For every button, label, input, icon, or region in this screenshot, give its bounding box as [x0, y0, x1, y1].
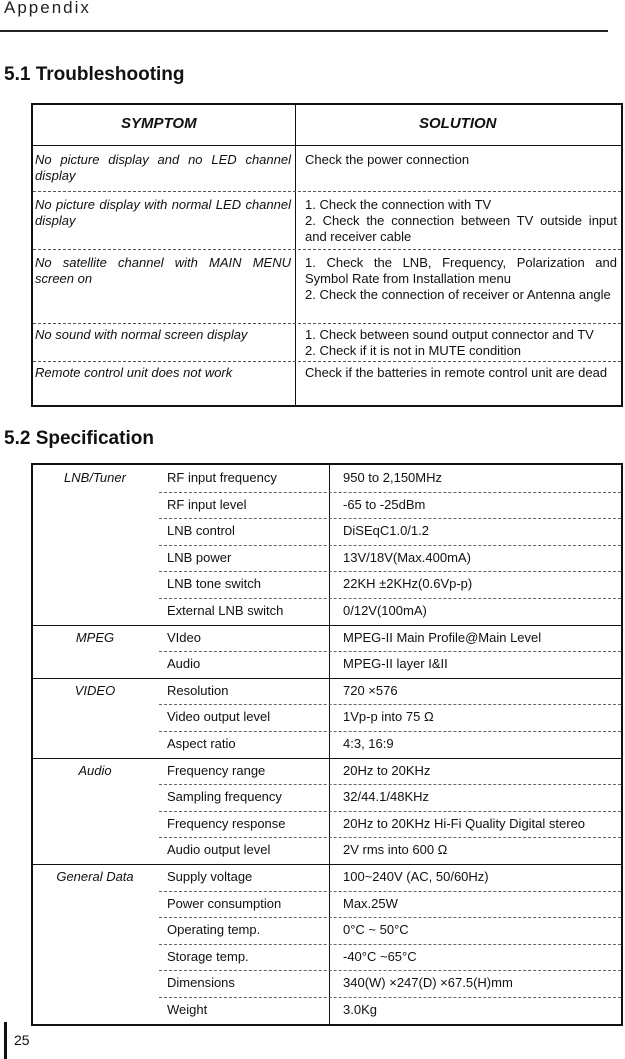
- spec-item-name: Frequency response: [167, 815, 286, 831]
- group-divider: [33, 864, 621, 865]
- spec-category: MPEG: [75, 629, 115, 645]
- group-divider: [33, 758, 621, 759]
- spec-item-value: 100~240V (AC, 50/60Hz): [343, 869, 489, 884]
- spec-item-value: DiSEqC1.0/1.2: [343, 523, 429, 539]
- table-row: [33, 323, 621, 362]
- solution-column-header: SOLUTION: [419, 115, 497, 132]
- header-title: Appendix: [4, 0, 91, 17]
- group-divider: [33, 625, 621, 626]
- row-divider: [159, 837, 621, 838]
- spec-item-value: 20Hz to 20KHz Hi-Fi Quality Digital stereo: [343, 815, 586, 831]
- row-divider: [159, 492, 621, 493]
- row-divider: [159, 944, 621, 945]
- row-divider: [159, 997, 621, 998]
- spec-item-value: 950 to 2,150MHz: [343, 470, 443, 485]
- footer-bar: [4, 1022, 7, 1059]
- spec-item-value: Max.25W: [343, 895, 398, 911]
- symptom-cell: No picture display and no LED channel display: [35, 152, 291, 183]
- spec-item-name: Power consumption: [167, 895, 282, 911]
- specification-table: [31, 463, 623, 1026]
- spec-item-name: VIdeo: [167, 629, 201, 645]
- spec-item-name: LNB tone switch: [167, 576, 261, 592]
- spec-category: LNB/Tuner: [64, 470, 126, 485]
- spec-item-value: 0/12V(100mA): [343, 603, 427, 618]
- row-divider: [159, 518, 621, 519]
- spec-item-name: Audio: [167, 656, 201, 672]
- spec-item-value: 3.0Kg: [343, 1002, 377, 1017]
- spec-item-name: Dimensions: [167, 975, 235, 991]
- spec-item-value: 340(W) ×247(D) ×67.5(H)mm: [343, 975, 513, 991]
- spec-item-value: -65 to -25dBm: [343, 496, 426, 512]
- spec-item-value: 20Hz to 20KHz: [343, 762, 431, 778]
- symptom-column-header: SYMPTOM: [121, 115, 197, 132]
- spec-item-name: Audio output level: [167, 842, 271, 858]
- spec-item-value: 0°C ~ 50°C: [343, 922, 409, 938]
- specification-heading: 5.2 Specification: [4, 428, 154, 449]
- spec-item-name: Resolution: [167, 682, 229, 698]
- spec-item-name: Sampling frequency: [167, 789, 282, 805]
- spec-item-value: 1Vp-p into 75 Ω: [343, 709, 434, 725]
- spec-item-name: LNB control: [167, 523, 235, 539]
- spec-item-name: Storage temp.: [167, 948, 249, 964]
- spec-item-name: RF input level: [167, 496, 247, 512]
- solution-cell: Check the power connection: [305, 152, 470, 167]
- spec-category: VIDEO: [74, 682, 116, 698]
- row-divider: [159, 731, 621, 732]
- spec-item-value: 22KH ±2KHz(0.6Vp-p): [343, 576, 473, 592]
- column-divider: [329, 465, 330, 1024]
- spec-item-name: Frequency range: [167, 762, 266, 778]
- row-divider: [159, 917, 621, 918]
- spec-category: General Data: [56, 869, 134, 884]
- table-row: [33, 146, 621, 191]
- spec-item-value: 4:3, 16:9: [343, 736, 394, 751]
- symptom-cell: Remote control unit does not work: [35, 365, 233, 380]
- row-divider: [159, 704, 621, 705]
- page-header: [0, 0, 606, 30]
- spec-item-name: Supply voltage: [167, 869, 253, 884]
- troubleshooting-heading: 5.1 Troubleshooting: [4, 64, 185, 85]
- symptom-cell: No satellite channel with MAIN MENU screen on: [35, 255, 291, 286]
- row-divider: [159, 545, 621, 546]
- row-divider: [159, 598, 621, 599]
- spec-item-value: MPEG-II layer I&II: [343, 656, 448, 672]
- group-divider: [33, 678, 621, 679]
- spec-item-name: RF input frequency: [167, 470, 277, 485]
- row-divider: [159, 811, 621, 812]
- spec-item-value: 2V rms into 600 Ω: [343, 842, 448, 858]
- troubleshooting-table: [31, 103, 623, 407]
- row-divider: [159, 571, 621, 572]
- spec-item-value: 13V/18V(Max.400mA): [343, 549, 471, 565]
- row-divider: [159, 651, 621, 652]
- row-divider: [159, 970, 621, 971]
- spec-item-value: -40°C ~65°C: [343, 948, 417, 964]
- solution-cell: Check if the batteries in remote control unit are dead: [305, 365, 608, 380]
- spec-item-name: Operating temp.: [167, 922, 261, 938]
- page-number: 25: [14, 1032, 30, 1048]
- symptom-cell: No sound with normal screen display: [35, 327, 248, 342]
- table-row: [33, 191, 621, 250]
- row-divider: [159, 891, 621, 892]
- spec-item-value: MPEG-II Main Profile@Main Level: [343, 629, 542, 645]
- header-rule: [0, 30, 608, 32]
- spec-item-value: 720 ×576: [343, 682, 398, 698]
- table-row: [33, 249, 621, 324]
- solution-cell: 1. Check the connection with TV 2. Check the connection between TV outside input and receiver cable: [305, 197, 617, 244]
- solution-cell: 1. Check between sound output connector and TV 2. Check if it is not in MUTE condition: [305, 327, 594, 358]
- spec-item-name: Weight: [167, 1002, 208, 1017]
- spec-category: Audio: [78, 762, 112, 778]
- solution-cell: 1. Check the LNB, Frequency, Polarization and Symbol Rate from Installation menu 2. Check the connection of receiver or Antenna angle: [305, 255, 617, 302]
- symptom-cell: No picture display with normal LED channel display: [35, 197, 291, 228]
- table-row: [33, 361, 621, 408]
- spec-item-name: LNB power: [167, 549, 232, 565]
- spec-item-name: Aspect ratio: [167, 736, 236, 751]
- spec-item-name: Video output level: [167, 709, 271, 725]
- spec-item-value: 32/44.1/48KHz: [343, 789, 430, 805]
- row-divider: [159, 784, 621, 785]
- spec-item-name: External LNB switch: [167, 603, 284, 618]
